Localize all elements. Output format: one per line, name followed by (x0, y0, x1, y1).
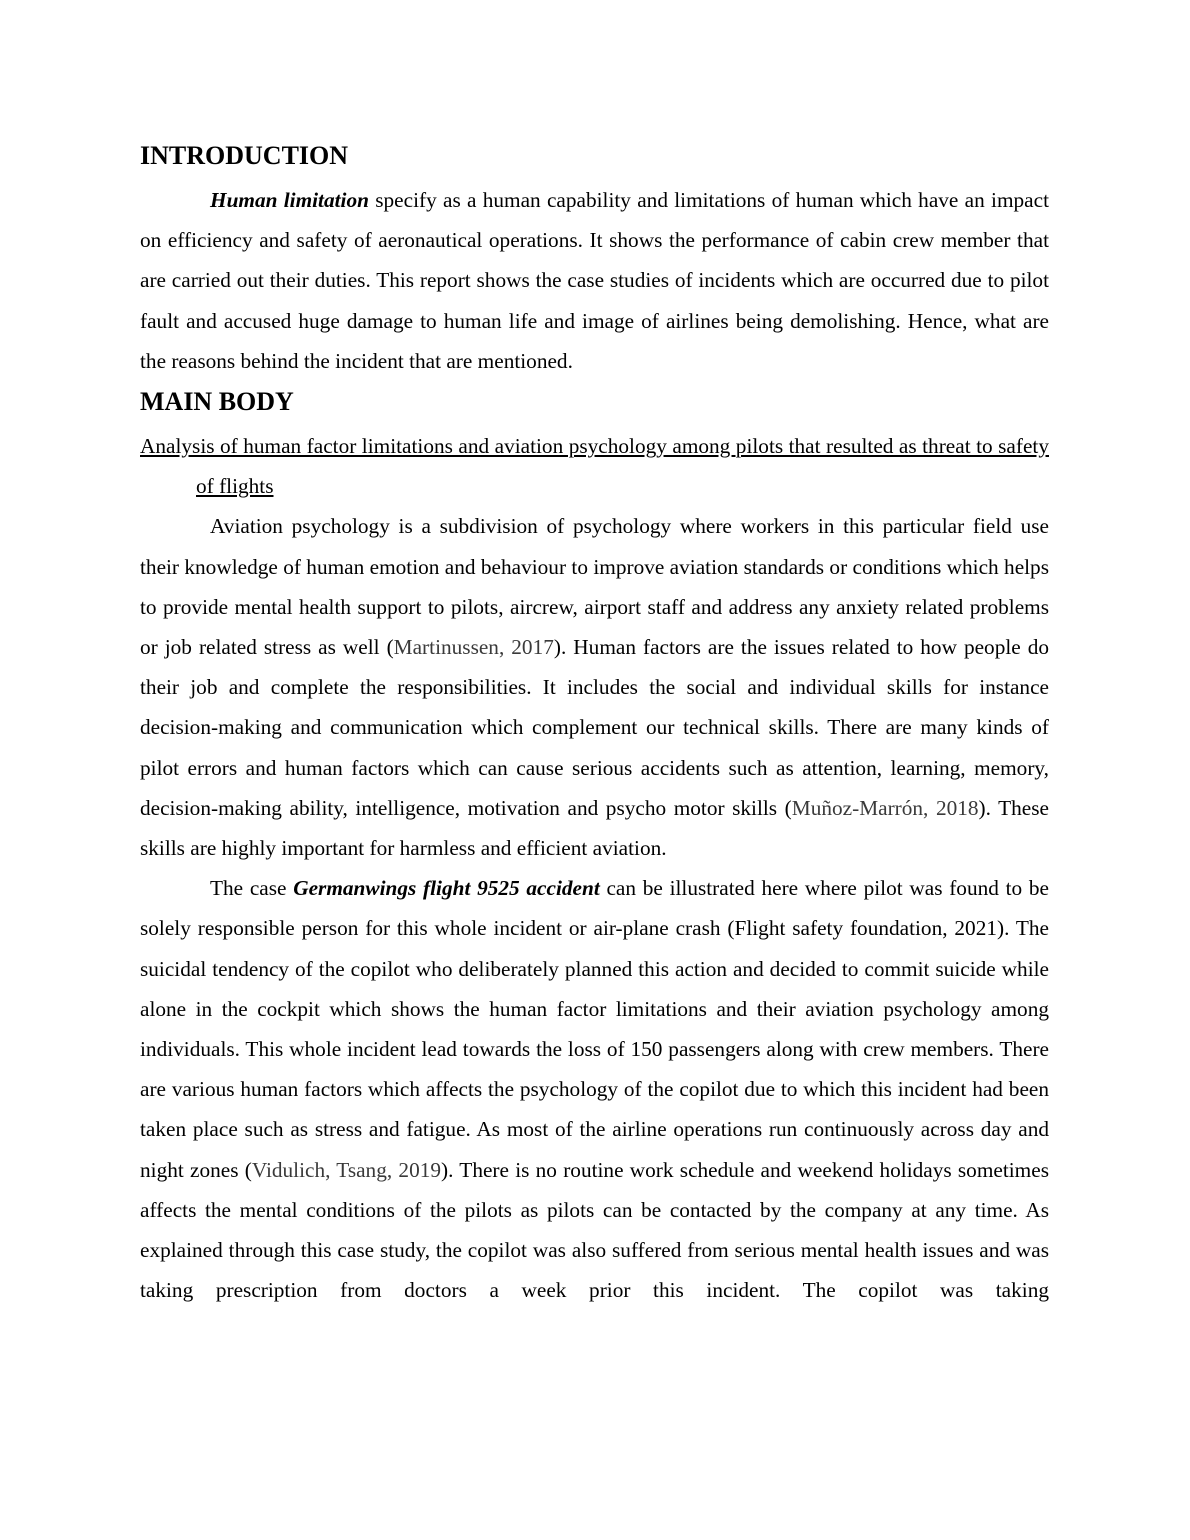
aviation-psychology-paragraph (140, 506, 1049, 868)
germanwings-term: Germanwings flight 9525 accident (293, 876, 600, 901)
introduction-heading: INTRODUCTION (140, 141, 349, 170)
paragraph-text: Aviation psychology is a subdivision of psychology where workers in this particular field use their knowledge of human emotion and behaviour to improve aviation standards or conditions which helps to provide mental health support to pilots, aircrew, airport staff and address any anxiety related problems or job related stress as well ( (140, 514, 1049, 660)
analysis-subheading: Analysis of human factor limitations and aviation psychology among pilots that resulted as threat to safety of flights (140, 434, 1049, 499)
paragraph-text: ). Human factors are the issues related to how people do their job and complete the responsibilities. It includes the social and individual skills for instance decision-making and communication which complement our technical skills. There are many kinds of pilot errors and human factors which can cause serious accidents such as attention, learning, memory, decision-making ability, intelligence, motivation and psycho motor skills ( (140, 635, 1049, 820)
introduction-text: specify as a human capability and limitations of human which have an impact on efficiency and safety of aeronautical operations. It shows the performance of cabin crew member that are carried out their duties. This report shows the case studies of incidents which are occurred due to pilot fault and accused huge damage to human life and image of airlines being demolishing. Hence, what are the reasons behind the incident that are mentioned. (140, 188, 1049, 373)
paragraph-text: The case (210, 876, 294, 901)
citation-martinussen: Martinussen, 2017 (393, 635, 554, 660)
human-limitation-term: Human limitation (210, 188, 369, 212)
paragraph-text: can be illustrated here where pilot was found to be solely responsible person for this whole incident or air-plane crash (Flight safety foundation, 2021). The suicidal tendency of the copilot who deliberately planned this action and decided to commit suicide while alone in the cockpit which shows the human factor limitations and their aviation psychology among individuals. This whole incident lead towards the loss of 150 passengers along with crew members. There are various human factors which affects the psychology of the copilot due to which this incident had been taken place such as stress and fatigue. As most of the airline operations run continuously across day and night zones ( (140, 876, 1050, 1182)
citation-vidulich-tsang: Vidulich, Tsang, 2019 (251, 1157, 442, 1182)
germanwings-paragraph (140, 868, 1049, 1310)
introduction-paragraph (140, 180, 1049, 381)
paragraph-text: ). These skills are highly important for harmless and efficient aviation. (140, 795, 1049, 861)
citation-munoz-marron: Muñoz-Marrón, 2018 (791, 795, 979, 820)
main-body-heading: MAIN BODY (140, 387, 294, 417)
document-page (140, 138, 1049, 1310)
paragraph-text: ). There is no routine work schedule and weekend holidays sometimes affects the mental conditions of the pilots as pilots can be contacted by the company at any time. As explained through this case study, the copilot was also suffered from serious mental health issues and was taking prescription from doctors a week prior this incident. The copilot was taking (140, 1157, 1049, 1303)
